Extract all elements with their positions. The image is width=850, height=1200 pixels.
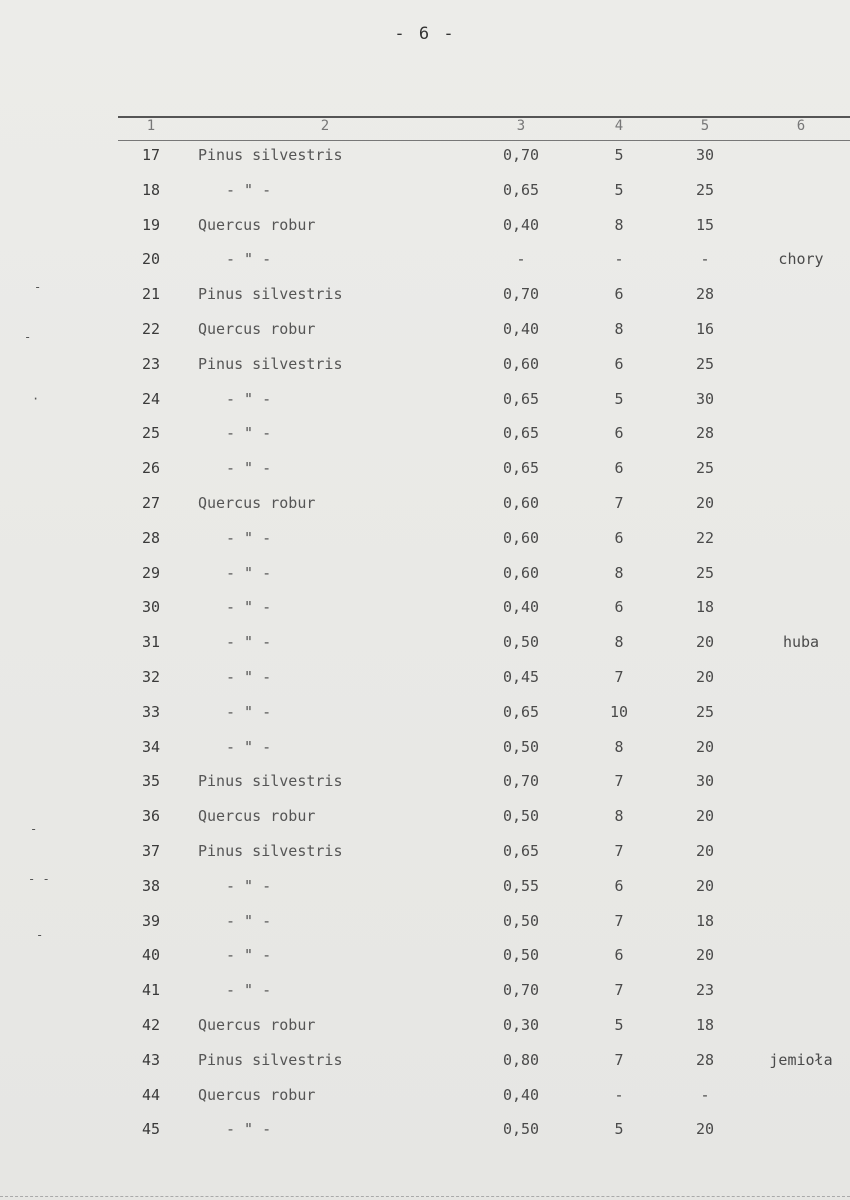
col-3-cell: - — [516, 250, 526, 269]
col-4-cell: 5 — [614, 1120, 624, 1139]
col-5-cell: 25 — [695, 702, 715, 721]
col-5-cell: - — [700, 1085, 710, 1104]
row-number-cell: 36 — [141, 807, 161, 826]
col-3-cell: 0,60 — [502, 563, 540, 582]
col-5-cell: 28 — [695, 424, 715, 443]
col-4-cell: 8 — [614, 563, 624, 582]
table-row — [0, 494, 850, 518]
row-number-cell: 34 — [141, 737, 161, 756]
table-row — [0, 981, 850, 1005]
col-5-cell: 25 — [695, 354, 715, 373]
species-cell: - " - — [226, 1120, 272, 1139]
note-cell: huba — [782, 633, 820, 652]
table-row — [0, 703, 850, 727]
species-cell: - " - — [226, 563, 272, 582]
table-row — [0, 181, 850, 205]
page-bottom-edge — [0, 1196, 850, 1197]
col-3-cell: 0,40 — [502, 320, 540, 338]
col-5-cell: 25 — [695, 180, 715, 199]
col-4-cell: 5 — [614, 180, 624, 199]
col-5-cell: 20 — [695, 807, 715, 826]
table-row — [0, 912, 850, 936]
col-4-cell: 7 — [614, 842, 624, 860]
page-number: - 6 - — [394, 24, 456, 44]
species-cell: Pinus silvestris — [198, 1050, 343, 1069]
col-5-cell: 20 — [695, 668, 715, 686]
species-cell: Pinus silvestris — [198, 285, 343, 304]
species-cell: - " - — [226, 981, 272, 1000]
col-5-cell: 20 — [695, 842, 715, 860]
header-col-4: 4 — [614, 118, 624, 134]
row-number-cell: 41 — [141, 981, 161, 1000]
table-row — [0, 1120, 850, 1144]
table-row — [0, 772, 850, 796]
row-number-cell: 22 — [141, 320, 161, 338]
row-number-cell: 25 — [141, 424, 161, 443]
species-cell: - " - — [226, 250, 272, 269]
note-cell: chory — [778, 250, 824, 269]
row-number-cell: 26 — [141, 459, 161, 478]
row-number-cell: 44 — [141, 1085, 161, 1104]
margin-mark: - — [30, 822, 38, 836]
table-row — [0, 598, 850, 622]
row-number-cell: 30 — [141, 598, 161, 617]
col-3-cell: 0,65 — [502, 459, 540, 478]
col-3-cell: 0,50 — [502, 737, 540, 756]
col-3-cell: 0,50 — [502, 633, 540, 652]
col-5-cell: 22 — [695, 528, 715, 547]
note-cell: jemioła — [769, 1050, 833, 1069]
col-3-cell: 0,65 — [502, 389, 540, 408]
col-3-cell: 0,50 — [502, 807, 540, 826]
table-row — [0, 216, 850, 240]
col-3-cell: 0,70 — [502, 772, 540, 791]
species-cell: - " - — [226, 702, 272, 721]
header-col-1: 1 — [146, 118, 156, 134]
table-row — [0, 668, 850, 692]
col-5-cell: 20 — [695, 737, 715, 756]
species-cell: - " - — [226, 737, 272, 756]
table-row — [0, 390, 850, 414]
species-cell: Pinus silvestris — [198, 354, 343, 373]
col-3-cell: 0,40 — [502, 1085, 540, 1104]
col-5-cell: 18 — [695, 1016, 715, 1034]
col-5-cell: 20 — [695, 494, 715, 512]
col-5-cell: 28 — [695, 1050, 715, 1069]
col-3-cell: 0,65 — [502, 424, 540, 443]
row-number-cell: 40 — [141, 946, 161, 965]
table-row — [0, 529, 850, 553]
col-3-cell: 0,70 — [502, 285, 540, 304]
table-row — [0, 1086, 850, 1110]
col-5-cell: 18 — [695, 598, 715, 617]
col-4-cell: 7 — [614, 981, 624, 1000]
header-col-5: 5 — [700, 118, 710, 134]
species-cell: Quercus robur — [198, 215, 316, 234]
col-3-cell: 0,30 — [502, 1016, 540, 1034]
col-5-cell: 30 — [695, 146, 715, 164]
col-3-cell: 0,70 — [502, 981, 540, 1000]
table-row — [0, 320, 850, 344]
row-number-cell: 37 — [141, 842, 161, 860]
species-cell: - " - — [226, 180, 272, 199]
table-row — [0, 738, 850, 762]
col-4-cell: 7 — [614, 494, 624, 512]
table-row — [0, 355, 850, 379]
col-3-cell: 0,45 — [502, 668, 540, 686]
col-4-cell: 5 — [614, 146, 624, 164]
col-4-cell: 5 — [614, 389, 624, 408]
header-col-6: 6 — [796, 118, 806, 134]
margin-mark: - — [24, 330, 32, 344]
col-4-cell: 10 — [609, 702, 629, 721]
table-row — [0, 1051, 850, 1075]
col-4-cell: 7 — [614, 911, 624, 930]
col-4-cell: 8 — [614, 320, 624, 338]
row-number-cell: 31 — [141, 633, 161, 652]
col-3-cell: 0,60 — [502, 494, 540, 512]
col-4-cell: 6 — [614, 876, 624, 895]
species-cell: Pinus silvestris — [198, 772, 343, 791]
col-5-cell: 18 — [695, 911, 715, 930]
col-5-cell: 16 — [695, 320, 715, 338]
species-cell: - " - — [226, 876, 272, 895]
table-row — [0, 877, 850, 901]
species-cell: - " - — [226, 528, 272, 547]
col-4-cell: 6 — [614, 424, 624, 443]
species-cell: Quercus robur — [198, 807, 316, 826]
row-number-cell: 27 — [141, 494, 161, 512]
col-3-cell: 0,65 — [502, 702, 540, 721]
col-3-cell: 0,65 — [502, 180, 540, 199]
table-row — [0, 424, 850, 448]
row-number-cell: 42 — [141, 1016, 161, 1034]
col-3-cell: 0,40 — [502, 598, 540, 617]
species-cell: Pinus silvestris — [198, 842, 343, 860]
species-cell: - " - — [226, 459, 272, 478]
col-5-cell: 25 — [695, 459, 715, 478]
row-number-cell: 17 — [141, 146, 161, 164]
species-cell: Quercus robur — [198, 1085, 316, 1104]
species-cell: Quercus robur — [198, 320, 316, 338]
col-5-cell: 15 — [695, 215, 715, 234]
col-5-cell: 20 — [695, 633, 715, 652]
species-cell: - " - — [226, 389, 272, 408]
col-3-cell: 0,50 — [502, 946, 540, 965]
col-3-cell: 0,70 — [502, 146, 540, 164]
col-5-cell: - — [700, 250, 710, 269]
col-5-cell: 28 — [695, 285, 715, 304]
species-cell: - " - — [226, 946, 272, 965]
margin-mark: - - — [28, 872, 50, 886]
species-cell: - " - — [226, 424, 272, 443]
table-header-rule — [118, 140, 850, 141]
col-4-cell: 8 — [614, 737, 624, 756]
col-4-cell: - — [614, 250, 624, 269]
species-cell: - " - — [226, 633, 272, 652]
row-number-cell: 19 — [141, 215, 161, 234]
table-row — [0, 633, 850, 657]
col-4-cell: 6 — [614, 459, 624, 478]
col-3-cell: 0,40 — [502, 215, 540, 234]
row-number-cell: 20 — [141, 250, 161, 269]
margin-mark: - — [36, 928, 44, 942]
row-number-cell: 38 — [141, 876, 161, 895]
col-3-cell: 0,65 — [502, 842, 540, 860]
species-cell: - " - — [226, 911, 272, 930]
col-3-cell: 0,80 — [502, 1050, 540, 1069]
species-cell: - " - — [226, 598, 272, 617]
row-number-cell: 18 — [141, 180, 161, 199]
row-number-cell: 29 — [141, 563, 161, 582]
col-5-cell: 20 — [695, 946, 715, 965]
col-4-cell: 5 — [614, 1016, 624, 1034]
col-4-cell: 8 — [614, 215, 624, 234]
table-row — [0, 946, 850, 970]
col-4-cell: 8 — [614, 633, 624, 652]
col-3-cell: 0,55 — [502, 876, 540, 895]
row-number-cell: 43 — [141, 1050, 161, 1069]
col-3-cell: 0,60 — [502, 528, 540, 547]
table-row — [0, 459, 850, 483]
col-5-cell: 25 — [695, 563, 715, 582]
table-row — [0, 146, 850, 170]
col-4-cell: 7 — [614, 1050, 624, 1069]
col-4-cell: 6 — [614, 598, 624, 617]
row-number-cell: 23 — [141, 354, 161, 373]
margin-mark: · — [32, 392, 40, 406]
col-3-cell: 0,60 — [502, 354, 540, 373]
species-cell: Quercus robur — [198, 494, 316, 512]
col-4-cell: 6 — [614, 285, 624, 304]
col-4-cell: 6 — [614, 354, 624, 373]
species-cell: - " - — [226, 668, 272, 686]
species-cell: Quercus robur — [198, 1016, 316, 1034]
table-row — [0, 807, 850, 831]
row-number-cell: 33 — [141, 702, 161, 721]
table-row — [0, 842, 850, 866]
species-cell: Pinus silvestris — [198, 146, 343, 164]
header-col-3: 3 — [516, 118, 526, 134]
table-row — [0, 285, 850, 309]
col-5-cell: 30 — [695, 389, 715, 408]
table-row — [0, 1016, 850, 1040]
col-5-cell: 20 — [695, 1120, 715, 1139]
col-5-cell: 20 — [695, 876, 715, 895]
col-4-cell: 8 — [614, 807, 624, 826]
table-row — [0, 250, 850, 274]
table-header-row — [0, 118, 850, 142]
col-3-cell: 0,50 — [502, 1120, 540, 1139]
col-4-cell: - — [614, 1085, 624, 1104]
row-number-cell: 32 — [141, 668, 161, 686]
col-3-cell: 0,50 — [502, 911, 540, 930]
margin-mark: - — [34, 280, 42, 294]
table-row — [0, 564, 850, 588]
row-number-cell: 21 — [141, 285, 161, 304]
row-number-cell: 39 — [141, 911, 161, 930]
row-number-cell: 28 — [141, 528, 161, 547]
row-number-cell: 45 — [141, 1120, 161, 1139]
col-4-cell: 6 — [614, 528, 624, 547]
col-4-cell: 7 — [614, 772, 624, 791]
col-5-cell: 23 — [695, 981, 715, 1000]
row-number-cell: 24 — [141, 389, 161, 408]
header-col-2: 2 — [320, 118, 330, 134]
col-4-cell: 6 — [614, 946, 624, 965]
row-number-cell: 35 — [141, 772, 161, 791]
col-4-cell: 7 — [614, 668, 624, 686]
col-5-cell: 30 — [695, 772, 715, 791]
